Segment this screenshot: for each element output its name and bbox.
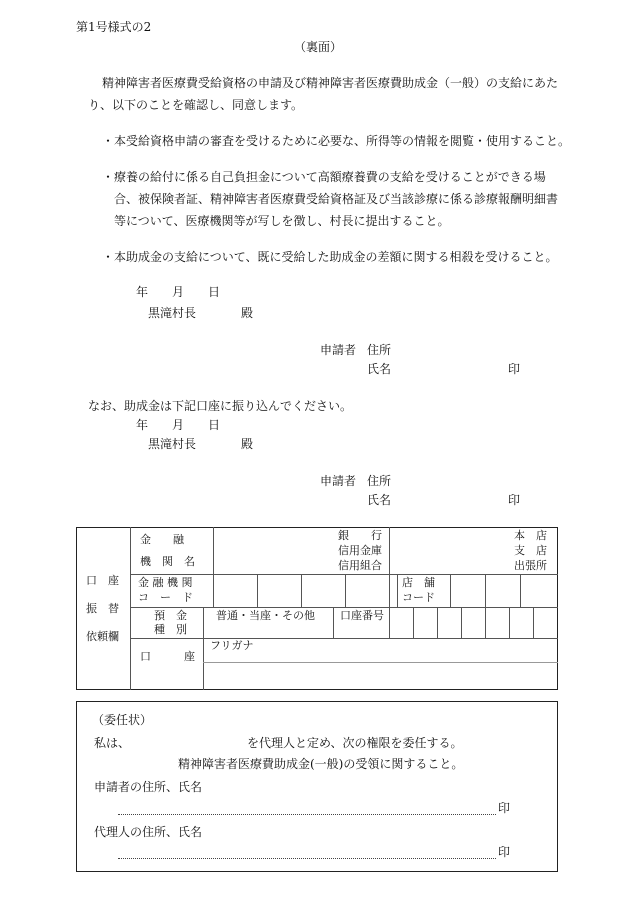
branch-code-label-2: コード bbox=[402, 591, 435, 604]
proxy-title: （委任状） bbox=[92, 713, 153, 727]
proxy-line1-suffix: を代理人と定め、次の権限を委任する。 bbox=[247, 736, 463, 750]
branch-type-main[interactable]: 本 店 bbox=[514, 529, 547, 542]
proxy-line2: 精神障害者医療費助成金(一般)の受領に関すること。 bbox=[178, 757, 464, 771]
applicant-name-label: 氏名 bbox=[367, 362, 392, 376]
consent-item-3: ・本助成金の支給について、既に受給した助成金の差額に関する相殺を受けること。 bbox=[102, 250, 558, 264]
side-label: （裏面） bbox=[294, 40, 343, 54]
date-month-2: 月 bbox=[172, 418, 185, 432]
institution-label-1: 金 融 bbox=[140, 533, 184, 546]
date-year: 年 bbox=[136, 285, 149, 299]
consent-intro-line1: 精神障害者医療費受給資格の申請及び精神障害者医療費助成金（一般）の支給にあた bbox=[102, 76, 559, 90]
proxy-agent-seal: 印 bbox=[498, 845, 511, 859]
proxy-applicant-label: 申請者の住所、氏名 bbox=[94, 780, 203, 794]
addressee-2: 黒滝村長 bbox=[148, 437, 197, 451]
deposit-label-2: 種 別 bbox=[154, 623, 187, 636]
date-year-2: 年 bbox=[136, 418, 149, 432]
furigana-label: フリガナ bbox=[210, 639, 254, 652]
bank-type-bank[interactable]: 銀 行 bbox=[338, 529, 382, 542]
branch-type-office[interactable]: 出張所 bbox=[514, 559, 547, 572]
consent-item-2-line3: 等について、医療機関等が写しを徴し、村長に提出すること。 bbox=[114, 214, 450, 228]
side-label-3: 依頼欄 bbox=[86, 630, 119, 643]
side-label-1: 口 座 bbox=[86, 574, 119, 587]
consent-item-2-line2: 合、被保険者証、精神障害者医療費受給資格証及び当該診療に係る診療報酬明細書 bbox=[114, 192, 559, 206]
applicant-name-label-2: 氏名 bbox=[367, 493, 392, 507]
branch-type-branch[interactable]: 支 店 bbox=[514, 544, 547, 557]
consent-item-2-line1: ・療養の給付に係る自己負担金について高額療養費の支給を受けることができる場 bbox=[102, 170, 546, 184]
account-number-label: 口座番号 bbox=[340, 609, 384, 622]
date-day-2: 日 bbox=[208, 418, 221, 432]
applicant-address-label-2: 住所 bbox=[367, 474, 392, 488]
consent-intro-line2: り、以下のことを確認し、同意します。 bbox=[88, 98, 304, 112]
consent-item-1: ・本受給資格申請の審査を受けるために必要な、所得等の情報を閲覧・使用すること。 bbox=[102, 134, 571, 148]
date-month: 月 bbox=[172, 285, 185, 299]
proxy-applicant-line[interactable] bbox=[118, 814, 496, 815]
bank-type-kumiai[interactable]: 信用組合 bbox=[338, 559, 382, 572]
bank-type-shinkin[interactable]: 信用金庫 bbox=[338, 544, 382, 557]
applicant-label-2: 申請者 bbox=[320, 474, 357, 488]
honorific: 殿 bbox=[241, 306, 254, 320]
institution-label-2: 機 関 名 bbox=[140, 555, 195, 568]
deposit-label-1: 預 金 bbox=[154, 609, 187, 622]
account-label: 口 座 bbox=[140, 650, 195, 663]
inst-code-label-1: 金 融 機 関 bbox=[138, 576, 193, 589]
proxy-applicant-seal: 印 bbox=[498, 801, 511, 815]
proxy-line1-prefix: 私は、 bbox=[94, 736, 131, 750]
applicant-address-label: 住所 bbox=[367, 343, 392, 357]
addressee: 黒滝村長 bbox=[148, 306, 197, 320]
form-number: 第1号様式の2 bbox=[76, 20, 152, 34]
proxy-agent-label: 代理人の住所、氏名 bbox=[94, 825, 203, 839]
proxy-agent-line[interactable] bbox=[118, 858, 496, 859]
applicant-label: 申請者 bbox=[320, 343, 357, 357]
applicant-seal-2: 印 bbox=[508, 493, 521, 507]
transfer-note: なお、助成金は下記口座に振り込んでください。 bbox=[88, 399, 353, 413]
side-label-2: 振 替 bbox=[86, 602, 119, 615]
applicant-seal: 印 bbox=[508, 362, 521, 376]
honorific-2: 殿 bbox=[241, 437, 254, 451]
inst-code-label-2: コ ー ド bbox=[138, 591, 193, 604]
branch-code-label-1: 店 舗 bbox=[402, 576, 435, 589]
deposit-options[interactable]: 普通・当座・その他 bbox=[216, 609, 315, 622]
date-day: 日 bbox=[208, 285, 221, 299]
